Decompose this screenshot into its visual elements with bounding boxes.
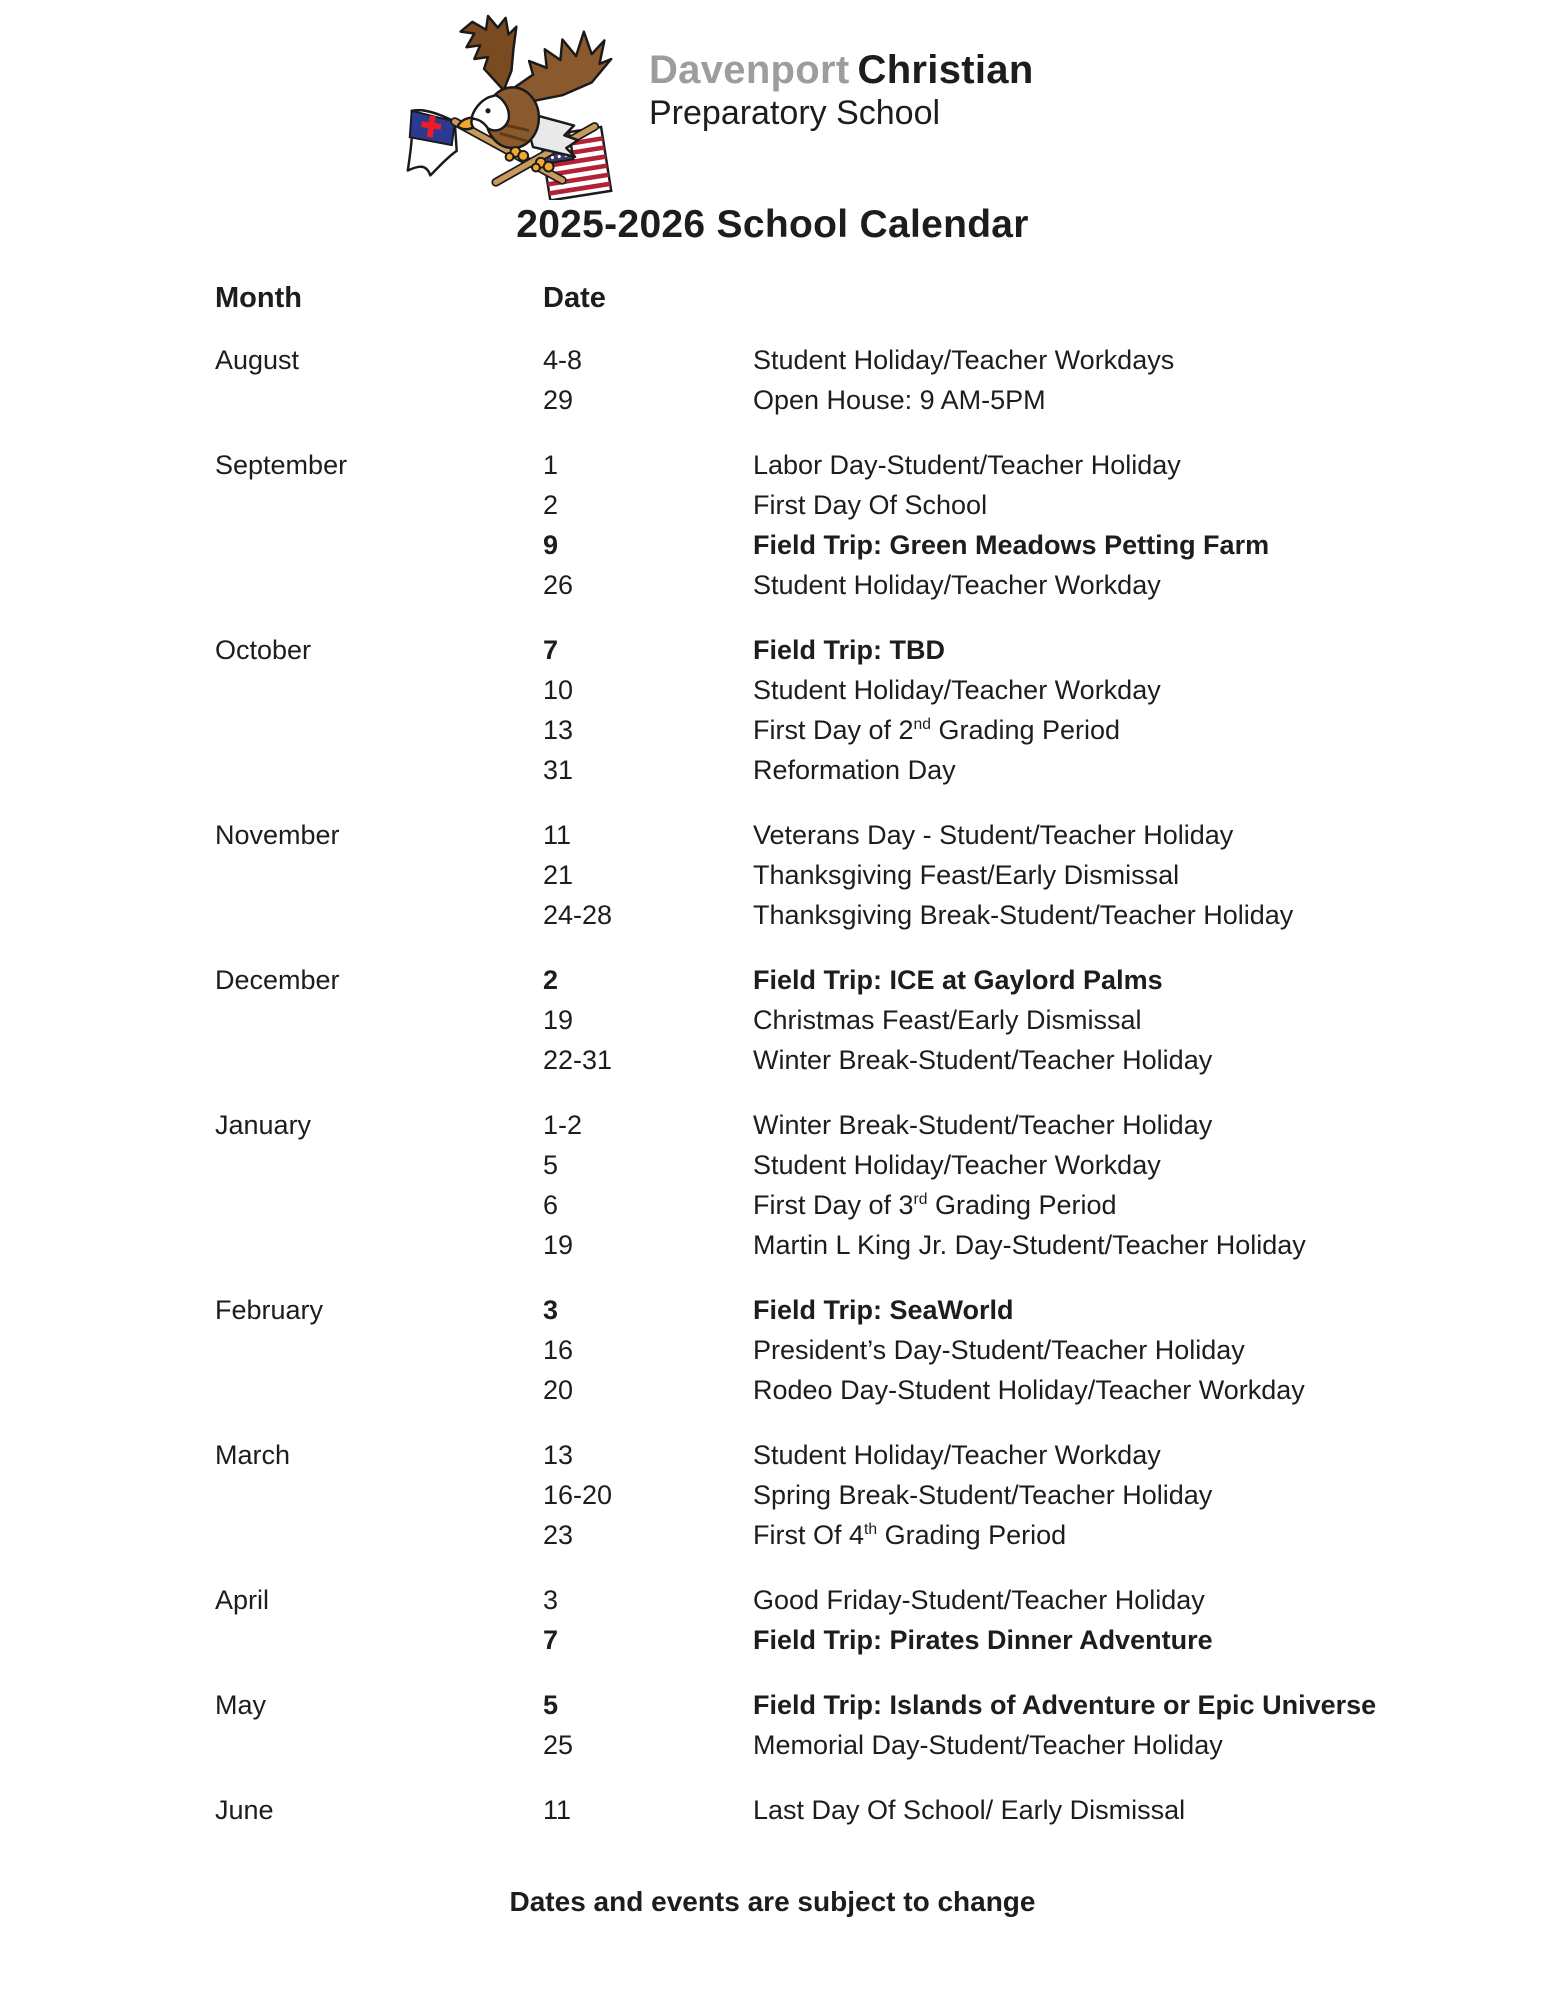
- event-description: Thanksgiving Feast/Early Dismissal: [753, 860, 1180, 890]
- calendar-row: [215, 1790, 1395, 1830]
- school-logo-header: [398, 8, 1034, 200]
- column-header-month: Month: [215, 282, 302, 314]
- event-description: Field Trip: TBD: [753, 635, 945, 665]
- date-value: 20: [543, 1375, 574, 1405]
- page-title: 2025-2026 School Calendar: [516, 203, 1029, 246]
- calendar-row: [215, 1185, 1395, 1225]
- date-value: 1: [543, 450, 559, 480]
- date-value: 6: [543, 1190, 559, 1220]
- calendar-row: [215, 750, 1395, 790]
- date-value: 11: [543, 1795, 572, 1825]
- school-name-line2: Preparatory School: [649, 93, 941, 132]
- event-description: Field Trip: Pirates Dinner Adventure: [753, 1625, 1213, 1655]
- month-label: [215, 1620, 543, 1660]
- month-label: [215, 380, 543, 420]
- calendar-row: [215, 525, 1395, 565]
- calendar-row: [215, 670, 1395, 710]
- calendar-row: [215, 1225, 1395, 1265]
- calendar-row: [215, 1435, 1395, 1475]
- calendar-row: [215, 565, 1395, 605]
- calendar-row: [215, 485, 1395, 525]
- calendar-row: [215, 630, 1395, 670]
- calendar-row: [215, 1000, 1395, 1040]
- date-value: 26: [543, 570, 574, 600]
- event-description: Field Trip: ICE at Gaylord Palms: [753, 965, 1163, 995]
- month-group-november: [215, 815, 1395, 935]
- calendar-row: [215, 1040, 1395, 1080]
- month-label: June: [215, 1795, 274, 1825]
- month-group-february: [215, 1290, 1395, 1410]
- month-group-may: [215, 1685, 1395, 1765]
- calendar-row: [215, 1685, 1395, 1725]
- month-label: [215, 750, 543, 790]
- date-value: 5: [543, 1150, 559, 1180]
- date-value: 5: [543, 1690, 559, 1720]
- month-label: [215, 1725, 543, 1765]
- month-group-june: [215, 1790, 1395, 1830]
- date-value: 11: [543, 820, 572, 850]
- event-description: President’s Day-Student/Teacher Holiday: [753, 1335, 1245, 1365]
- calendar-row: [215, 380, 1395, 420]
- calendar-row: [215, 1290, 1395, 1330]
- event-description: Veterans Day - Student/Teacher Holiday: [753, 820, 1234, 850]
- month-label: [215, 525, 543, 565]
- date-value: 13: [543, 715, 574, 745]
- date-value: 19: [543, 1230, 574, 1260]
- month-label: September: [215, 450, 348, 480]
- event-description: Student Holiday/Teacher Workday: [753, 1150, 1161, 1180]
- event-description: Student Holiday/Teacher Workday: [753, 570, 1161, 600]
- month-label: April: [215, 1585, 270, 1615]
- calendar-row: [215, 1475, 1395, 1515]
- calendar-row: [215, 895, 1395, 935]
- event-description: Good Friday-Student/Teacher Holiday: [753, 1585, 1205, 1615]
- date-value: 23: [543, 1520, 574, 1550]
- month-label: [215, 710, 543, 750]
- month-label: December: [215, 965, 340, 995]
- school-name-davenport: Davenport: [649, 48, 850, 92]
- event-description: First Of 4th Grading Period: [753, 1520, 1067, 1550]
- calendar-row: [215, 340, 1395, 380]
- date-value: 21: [543, 860, 574, 890]
- month-label: [215, 1370, 543, 1410]
- month-label: [215, 1515, 543, 1555]
- date-value: 2: [543, 965, 559, 995]
- month-label: [215, 1475, 543, 1515]
- event-description: Christmas Feast/Early Dismissal: [753, 1005, 1142, 1035]
- event-description: First Day of 3rd Grading Period: [753, 1190, 1117, 1220]
- event-description: Field Trip: Islands of Adventure or Epic Universe: [753, 1690, 1377, 1720]
- month-label: October: [215, 635, 312, 665]
- event-description: Rodeo Day-Student Holiday/Teacher Workday: [753, 1375, 1305, 1405]
- date-value: 19: [543, 1005, 574, 1035]
- month-label: August: [215, 345, 300, 375]
- date-value: 25: [543, 1730, 574, 1760]
- date-value: 16-20: [543, 1480, 613, 1510]
- date-value: 1-2: [543, 1110, 583, 1140]
- event-description: Thanksgiving Break-Student/Teacher Holiday: [753, 900, 1294, 930]
- event-description: Student Holiday/Teacher Workdays: [753, 345, 1175, 375]
- month-label: [215, 855, 543, 895]
- calendar-row: [215, 1330, 1395, 1370]
- month-label: [215, 485, 543, 525]
- calendar-row: [215, 710, 1395, 750]
- month-group-april: [215, 1580, 1395, 1660]
- event-description: Winter Break-Student/Teacher Holiday: [753, 1110, 1213, 1140]
- month-label: [215, 670, 543, 710]
- date-value: 3: [543, 1295, 559, 1325]
- eagle-flags-logo-icon: [398, 8, 623, 200]
- date-value: 7: [543, 635, 559, 665]
- event-description: Field Trip: SeaWorld: [753, 1295, 1014, 1325]
- date-value: 10: [543, 675, 574, 705]
- date-value: 31: [543, 755, 574, 785]
- month-label: [215, 1145, 543, 1185]
- date-value: 22-31: [543, 1045, 613, 1075]
- month-label: [215, 1040, 543, 1080]
- month-label: February: [215, 1295, 324, 1325]
- calendar-groups: [215, 340, 1395, 1830]
- date-value: 9: [543, 530, 559, 560]
- event-description: First Day Of School: [753, 490, 988, 520]
- month-group-december: [215, 960, 1395, 1080]
- month-label: January: [215, 1110, 312, 1140]
- school-name-christian: Christian: [857, 48, 1034, 92]
- month-group-august: [215, 340, 1395, 420]
- date-value: 29: [543, 385, 574, 415]
- month-label: [215, 565, 543, 605]
- month-group-october: [215, 630, 1395, 790]
- month-label: [215, 1225, 543, 1265]
- event-description: Reformation Day: [753, 755, 956, 785]
- calendar-row: [215, 1580, 1395, 1620]
- month-label: March: [215, 1440, 291, 1470]
- month-label: [215, 1185, 543, 1225]
- month-group-january: [215, 1105, 1395, 1265]
- date-value: 24-28: [543, 900, 613, 930]
- calendar-row: [215, 1370, 1395, 1410]
- month-label: November: [215, 820, 340, 850]
- calendar-row: [215, 1620, 1395, 1660]
- event-description: Martin L King Jr. Day-Student/Teacher Holiday: [753, 1230, 1306, 1260]
- column-header-spacer: [753, 278, 1395, 318]
- date-value: 7: [543, 1625, 559, 1655]
- date-value: 16: [543, 1335, 574, 1365]
- event-description: Student Holiday/Teacher Workday: [753, 1440, 1161, 1470]
- event-description: Open House: 9 AM-5PM: [753, 385, 1046, 415]
- date-value: 13: [543, 1440, 574, 1470]
- footer-note: Dates and events are subject to change: [509, 1886, 1036, 1917]
- event-description: Labor Day-Student/Teacher Holiday: [753, 450, 1181, 480]
- event-description: Memorial Day-Student/Teacher Holiday: [753, 1730, 1223, 1760]
- date-value: 4-8: [543, 345, 583, 375]
- month-group-march: [215, 1435, 1395, 1555]
- event-description: Field Trip: Green Meadows Petting Farm: [753, 530, 1270, 560]
- event-description: First Day of 2nd Grading Period: [753, 715, 1121, 745]
- event-description: Winter Break-Student/Teacher Holiday: [753, 1045, 1213, 1075]
- event-description: Student Holiday/Teacher Workday: [753, 675, 1161, 705]
- christian-flag-icon: [408, 110, 457, 175]
- month-label: May: [215, 1690, 267, 1720]
- calendar-row: [215, 1515, 1395, 1555]
- calendar-row: [215, 445, 1395, 485]
- calendar-header-row: [215, 278, 1395, 318]
- column-header-date: Date: [543, 282, 606, 314]
- calendar-row: [215, 1725, 1395, 1765]
- month-label: [215, 895, 543, 935]
- month-group-september: [215, 445, 1395, 605]
- date-value: 3: [543, 1585, 559, 1615]
- event-description: Spring Break-Student/Teacher Holiday: [753, 1480, 1213, 1510]
- calendar-row: [215, 815, 1395, 855]
- calendar-row: [215, 960, 1395, 1000]
- calendar-row: [215, 1145, 1395, 1185]
- school-name-block: [649, 8, 1034, 132]
- school-name-line1: [649, 48, 1034, 93]
- month-label: [215, 1330, 543, 1370]
- calendar-row: [215, 1105, 1395, 1145]
- calendar-table: [215, 278, 1395, 1855]
- date-value: 2: [543, 490, 559, 520]
- month-label: [215, 1000, 543, 1040]
- calendar-row: [215, 855, 1395, 895]
- event-description: Last Day Of School/ Early Dismissal: [753, 1795, 1186, 1825]
